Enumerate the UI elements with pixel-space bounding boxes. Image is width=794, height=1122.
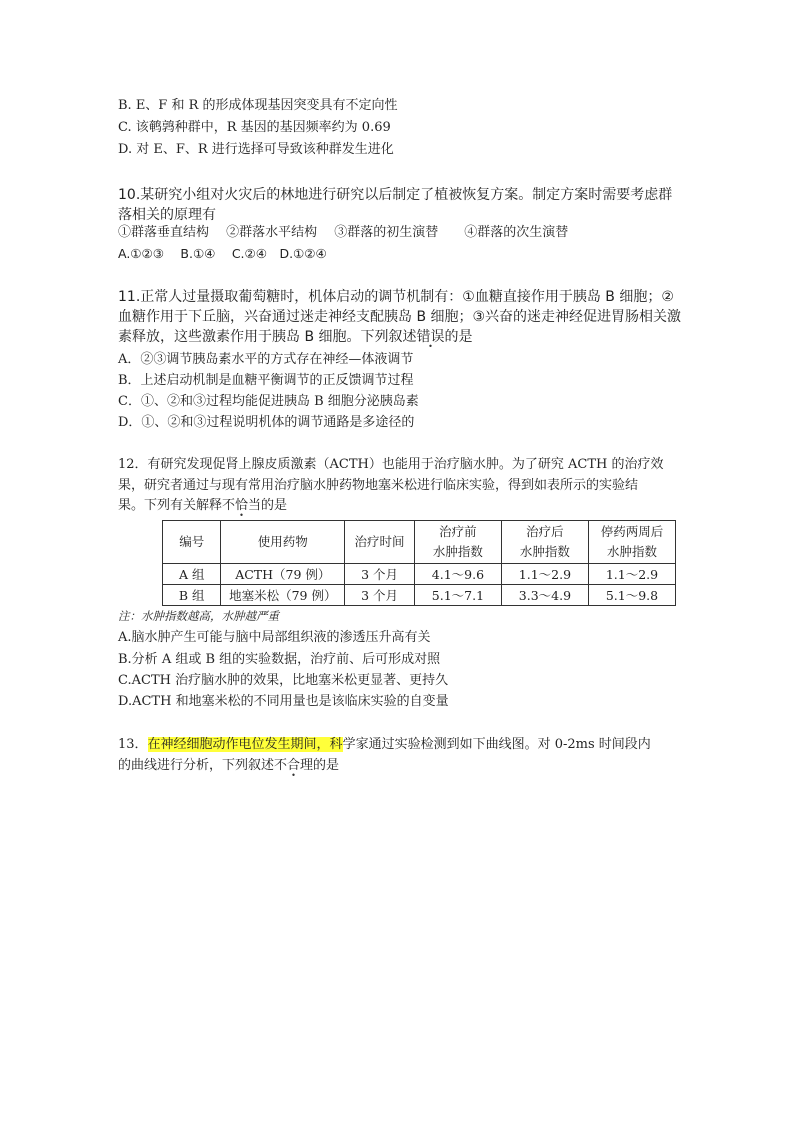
table-header-row xyxy=(163,521,676,564)
experiment-table xyxy=(162,520,676,606)
q12-stem-line2: 果，研究者通过与现有常用治疗脑水肿药物地塞米松进行临床实验，得到如表所示的实验结 xyxy=(118,478,639,493)
table-cell: 3 个月 xyxy=(345,585,415,606)
q12-stem-line1: 12．有研究发现促肾上腺皮质激素（ACTH）也能用于治疗脑水肿。为了研究 ACTH 的治疗效 xyxy=(118,457,664,472)
q9-option-b: B. E、F 和 R 的形成体现基因突变具有不定向性 xyxy=(118,98,398,113)
q13-stem-line2 xyxy=(118,756,339,776)
table-cell: 5.1～9.8 xyxy=(588,585,675,606)
q11-option-b: B．上述启动机制是血糖平衡调节的正反馈调节过程 xyxy=(118,373,414,388)
q12-stem-line3-pre: 果。下列有关解释 xyxy=(118,498,223,513)
q13-stem-line2-post: 的是 xyxy=(313,758,340,773)
q11-option-d: D．①、②和③过程说明机体的调节通路是多途径的 xyxy=(118,415,415,430)
q10-items: ①群落垂直结构 ②群落水平结构 ③群落的初生演替 ④群落的次生演替 xyxy=(118,225,569,240)
q11-option-a: A．②③调节胰岛素水平的方式存在神经—体液调节 xyxy=(118,352,414,367)
table-header-cell: 编号 xyxy=(163,521,221,564)
table-header-cell: 治疗前 水肿指数 xyxy=(414,521,501,564)
table-cell: 5.1～7.1 xyxy=(414,585,501,606)
q11-option-c: C．①、②和③过程均能促进胰岛 B 细胞分泌胰岛素 xyxy=(118,394,419,409)
table-row xyxy=(163,564,676,585)
q13-stem-line1-rest: 学家通过实验检测到如下曲线图。对 0-2ms 时间段内 xyxy=(342,737,651,752)
q13-highlighted-text: 在神经细胞动作电位发生期间，科 xyxy=(147,737,343,752)
table-cell: ACTH（79 例） xyxy=(221,564,345,585)
q11-stem-line3 xyxy=(118,327,473,347)
table-header-cell: 使用药物 xyxy=(221,521,345,564)
q10-stem-line2: 落相关的原理有 xyxy=(118,207,216,223)
table-cell: 1.1～2.9 xyxy=(588,564,675,585)
table-cell: B 组 xyxy=(163,585,221,606)
q10-stem-line1: 10.某研究小组对火灾后的林地进行研究以后制定了植被恢复方案。制定方案时需要考虑群 xyxy=(118,187,673,203)
q11-stem-line2: 血糖作用于下丘脑，兴奋通过迷走神经支配胰岛 B 细胞；③兴奋的迷走神经促进胃肠相关激 xyxy=(118,309,682,325)
q13-stem-line1 xyxy=(118,735,651,755)
q9-option-d: D. 对 E、F、R 进行选择可导致该种群发生进化 xyxy=(118,142,394,157)
table-cell: 3 个月 xyxy=(345,564,415,585)
q12-emphasis-word: 不恰当 xyxy=(222,498,262,513)
q12-stem-line3-post: 的是 xyxy=(261,498,288,513)
q12-stem-line3 xyxy=(118,496,287,516)
q11-emphasis-word: 错误 xyxy=(416,329,445,345)
table-row xyxy=(163,585,676,606)
table-header-cell: 治疗后 水肿指数 xyxy=(501,521,588,564)
q11-stem-line3-post: 的是 xyxy=(444,329,473,345)
q13-number: 13． xyxy=(118,737,148,752)
table-header-cell: 治疗时间 xyxy=(345,521,415,564)
table-cell: A 组 xyxy=(163,564,221,585)
q12-option-a: A.脑水肿产生可能与脑中局部组织液的渗透压升高有关 xyxy=(118,630,431,645)
q9-option-c: C. 该鹌鹑种群中，R 基因的基因频率约为 0.69 xyxy=(118,120,391,135)
table-cell: 地塞米松（79 例） xyxy=(221,585,345,606)
table-cell: 1.1～2.9 xyxy=(501,564,588,585)
q11-stem-line1: 11.正常人过量摄取葡萄糖时，机体启动的调节机制有：①血糖直接作用于胰岛 B 细胞；② xyxy=(118,289,674,305)
q11-stem-line3-pre: 素释放，这些激素作用于胰岛 B 细胞。下列叙述 xyxy=(118,329,417,345)
q12-option-d: D.ACTH 和地塞米松的不同用量也是该临床实验的自变量 xyxy=(118,694,449,709)
q10-choices: A.①②③ B.①④ C.②④ D.①②④ xyxy=(118,246,327,261)
q13-emphasis-word: 不合理 xyxy=(274,758,314,773)
q12-option-c: C.ACTH 治疗脑水肿的效果，比地塞米松更显著、更持久 xyxy=(118,673,449,688)
q13-stem-line2-pre: 的曲线进行分析，下列叙述 xyxy=(118,758,275,773)
table-cell: 4.1～9.6 xyxy=(414,564,501,585)
table-header-cell: 停药两周后 水肿指数 xyxy=(588,521,675,564)
table-note: 注：水肿指数越高，水肿越严重 xyxy=(118,609,279,623)
table-cell: 3.3～4.9 xyxy=(501,585,588,606)
q12-option-b: B.分析 A 组或 B 组的实验数据，治疗前、后可形成对照 xyxy=(118,652,441,667)
